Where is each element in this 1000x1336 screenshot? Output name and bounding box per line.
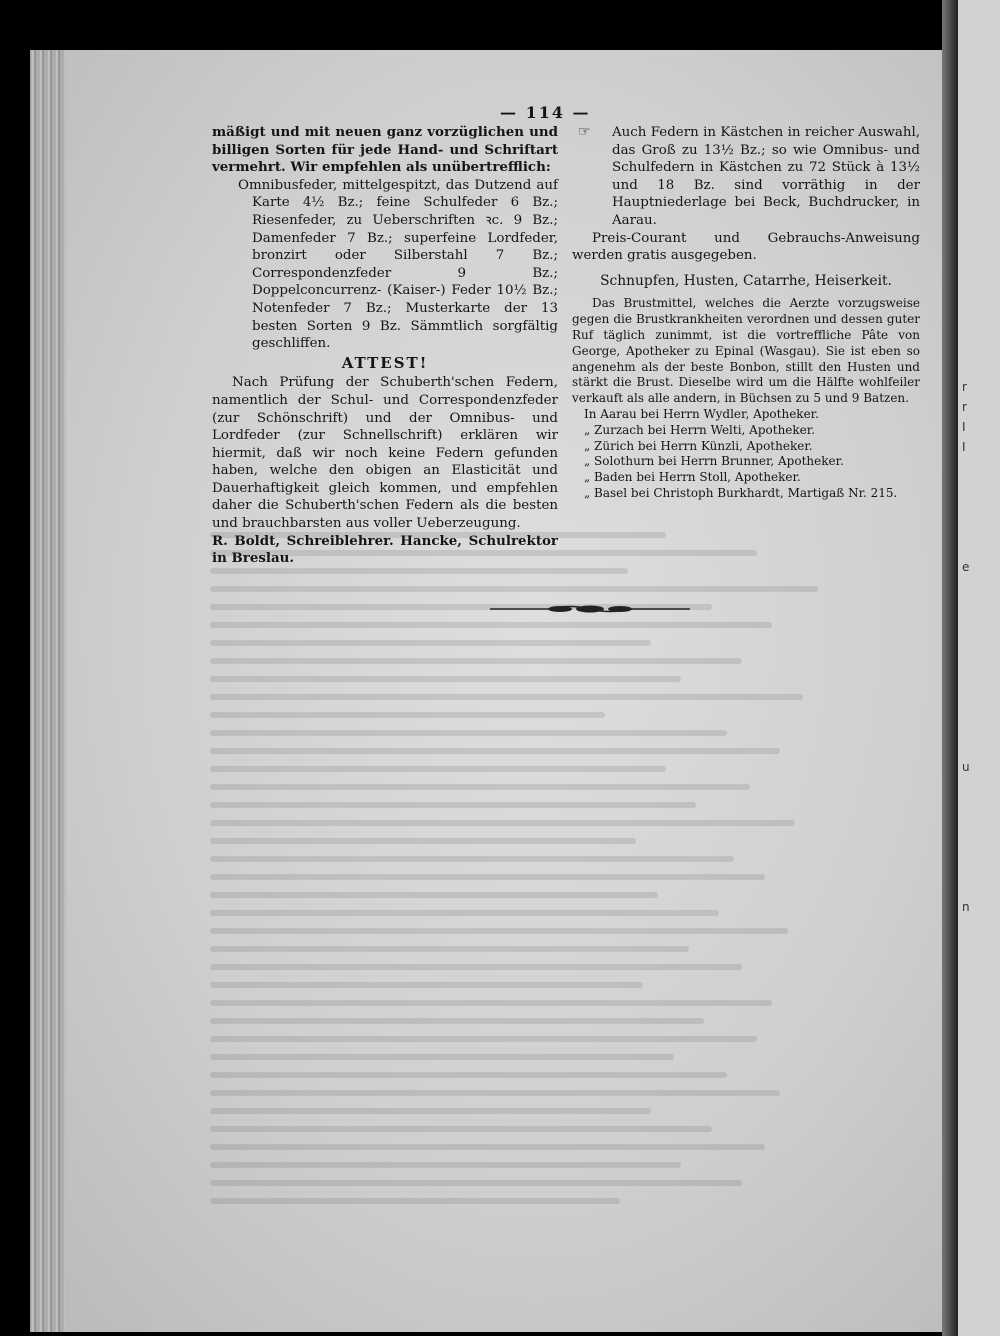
attest-signature: R. Boldt, Schreiblehrer. Hancke, Schulrektor in Breslau. — [212, 532, 558, 567]
cough-ad-heading: Schnupfen, Husten, Catarrhe, Heiserkeit. — [600, 272, 892, 289]
agency-line: „ Baden bei Herrn Stoll, Apotheker. — [584, 470, 801, 485]
pen-product-list: Omnibusfeder, mittelgespitzt, das Dutzend auf Karte 4½ Bz.; feine Schulfeder 6 Bz.; Riesenfeder, zu Ueberschriften ꝛc. 9 Bz.; Damenfeder 7 Bz.; superfeine Lordfeder, bronzirt oder Silberstahl 7 Bz.; Correspondenzfeder 9 Bz.; Doppelconcurrenz- (Kaiser-) Feder 10½ Bz.; Notenfeder 7 Bz.; Musterkarte der 13 besten Sorten 9 Bz. Sämmtlich sorgfältig geschliffen. — [238, 177, 558, 352]
adjacent-page-strip: r r I I e u n — [958, 0, 1000, 1336]
agency-line: In Aarau bei Herrn Wydler, Apotheker. — [584, 406, 819, 421]
attest-heading: ATTEST! — [341, 353, 429, 372]
pointing-hand-icon: ☞ — [578, 124, 591, 140]
agency-line: „ Zurzach bei Herrn Welti, Apotheker. — [584, 422, 816, 437]
pen-intro: mäßigt und mit neuen ganz vorzüglichen und billigen Sorten für jede Hand- und Schriftart vermehrt. Wir empfehlen als unübertrefflich: — [212, 124, 558, 176]
left-column — [212, 124, 558, 568]
page-number: — 114 — — [500, 103, 591, 122]
agency-line: „ Zürich bei Herrn Künzli, Apotheker. — [584, 438, 813, 453]
cough-ad-text: Das Brustmittel, welches die Aerzte vorzugsweise gegen die Brustkrankheiten verordnen und dessen guter Ruf täglich zunimmt, ist die vortreffliche Pâte von George, Apotheker zu Epinal (Wasgau). Sie ist eben so angenehm als der beste Bonbon, stillt den Husten und stärkt die Brust. Dieselbe wird um die Hälfte wohlfeiler verkauft als alle andern, in Büchsen zu 5 und 9 Batzen. — [572, 296, 920, 406]
agency-line: „ Basel bei Christoph Burkhardt, Martigaß Nr. 215. — [584, 485, 898, 500]
attest-text: Nach Prüfung der Schuberth'schen Federn, namentlich der Schul- und Correspondenzfeder (zur Schönschrift) und der Omnibus- und Lordfeder (zur Schnellschrift) erklären wir hiermit, daß wir noch keine Federn gefunden haben, welche den obigen an Elasticität und Dauerhaftigkeit gleich kommen, und empfehlen daher die Schuberth'schen Federn als die besten und brauchbarsten aus voller Ueberzeugung. — [212, 375, 558, 532]
right-column — [572, 124, 920, 502]
ornamental-separator — [490, 604, 690, 614]
page-stack-edges — [30, 50, 66, 1332]
show-through-text — [210, 520, 948, 1320]
price-list-notice: Preis-Courant und Gebrauchs-Anweisung werden gratis ausgegeben. — [572, 230, 920, 264]
agency-list — [572, 407, 920, 502]
stock-notice: Auch Federn in Kästchen in reicher Auswahl, das Groß zu 13½ Bz.; so wie Omnibus- und Schulfedern in Kästchen zu 72 Stück à 13½ und 18 Bz. sind vorräthig in der Hauptniederlage bei Beck, Buchdrucker, in Aarau. — [612, 125, 920, 228]
agency-line: „ Solothurn bei Herrn Brunner, Apotheker. — [584, 454, 844, 469]
binding-gutter — [942, 0, 958, 1336]
